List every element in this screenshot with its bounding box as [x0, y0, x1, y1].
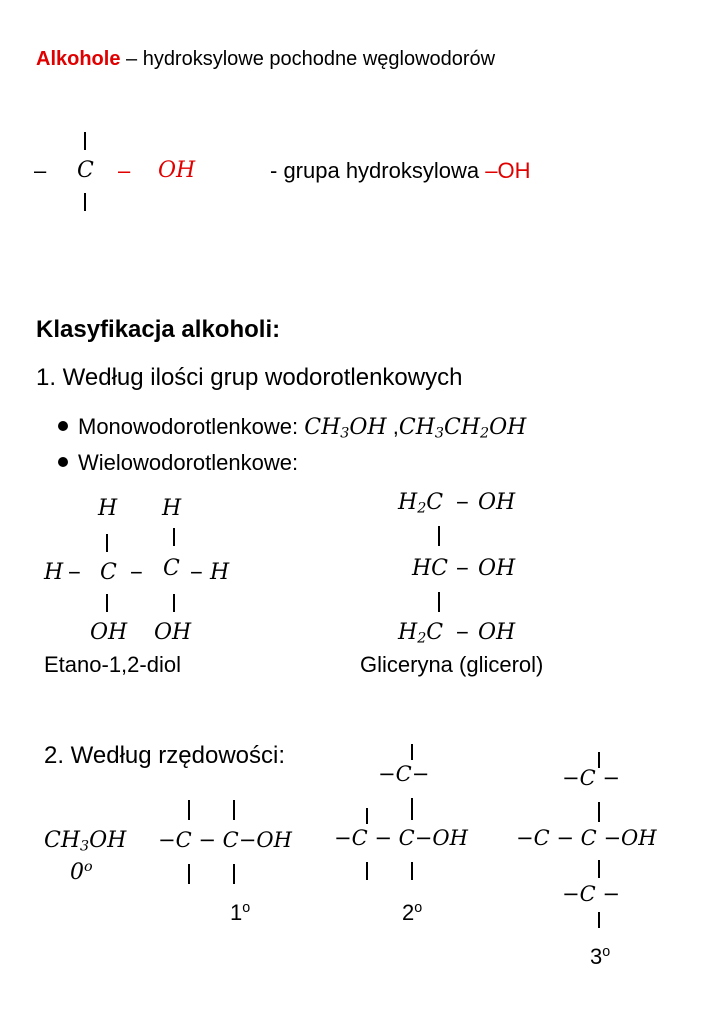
bond-minus: −	[456, 620, 469, 645]
formula-separator: ,	[386, 414, 399, 439]
group-h2c: $H_2C$	[398, 490, 444, 517]
carbon-symbol: C	[77, 158, 94, 183]
bond-vertical	[598, 912, 600, 928]
ethanol-formula: $CH_3CH_2OH$	[398, 415, 527, 442]
bullet-wielowodorotlenkowe	[58, 450, 298, 476]
bond-vertical	[438, 592, 440, 612]
bond-vertical	[188, 800, 190, 820]
chain-formula: −C − C −OH	[516, 826, 657, 850]
bond-minus: −	[456, 556, 469, 581]
atom-h: H	[210, 560, 230, 585]
top-carbon: −C−	[378, 762, 430, 786]
bond-vertical	[173, 594, 175, 612]
top-carbon: −C −	[562, 766, 620, 790]
bond-vertical	[173, 528, 175, 546]
methanol-formula: $CH_3OH$	[44, 828, 127, 855]
oh-symbol: OH	[158, 158, 196, 183]
atom-h: H	[162, 496, 182, 521]
bond-vertical	[233, 864, 235, 884]
bullet-monowodorotlenkowe	[58, 414, 526, 440]
bond-minus: −	[68, 560, 81, 585]
page-title	[36, 48, 495, 71]
bond-up	[84, 132, 86, 150]
bullet-dot	[58, 421, 68, 431]
group-oh: OH	[478, 490, 516, 515]
bond-minus: −	[456, 490, 469, 515]
bullet-label: Wielowodorotlenkowe:	[78, 450, 299, 475]
title-keyword: Alkohole	[36, 48, 121, 70]
bond-vertical	[411, 862, 413, 880]
bond-vertical	[106, 594, 108, 612]
group-oh: OH	[478, 556, 516, 581]
dash-left: –	[34, 158, 47, 183]
bond-vertical	[438, 526, 440, 546]
bond-vertical	[598, 860, 600, 878]
section-2-heading: 2. Według rzędowości:	[44, 742, 286, 769]
chain-formula: −C − C−OH	[158, 828, 292, 852]
atom-h: H	[44, 560, 64, 585]
section-1-heading: 1. Według ilości grup wodorotlenkowych	[36, 364, 463, 391]
bond-minus: −	[190, 560, 203, 585]
bond-vertical	[411, 744, 413, 760]
chain-formula: −C − C−OH	[334, 826, 468, 850]
atom-c: C	[100, 560, 117, 585]
dash-red: –	[118, 158, 131, 183]
bond-minus: −	[130, 560, 143, 585]
bottom-carbon: −C −	[562, 882, 620, 906]
order-label-secondary: 2$^o$	[402, 900, 423, 925]
bond-vertical	[233, 800, 235, 820]
atom-c: C	[163, 556, 180, 581]
group-oh: OH	[154, 620, 192, 645]
order-label-primary: 1$^o$	[230, 900, 251, 925]
bond-vertical	[188, 864, 190, 884]
glycerol-name: Gliceryna (glicerol)	[360, 652, 544, 677]
bond-vertical	[106, 534, 108, 552]
classification-heading: Klasyfikacja alkoholi:	[36, 316, 281, 343]
bond-vertical	[366, 862, 368, 880]
hydroxyl-description	[270, 158, 530, 184]
bond-down	[84, 193, 86, 211]
bond-vertical	[411, 798, 413, 820]
atom-h: H	[98, 496, 118, 521]
order-label-tertiary: 3$^o$	[590, 944, 611, 969]
ethanediol-name: Etano-1,2-diol	[44, 652, 181, 677]
bullet-dot	[58, 457, 68, 467]
hydroxyl-description-text: - grupa hydroksylowa	[270, 158, 486, 183]
bond-vertical	[366, 808, 368, 824]
hydroxyl-group-label: –OH	[485, 158, 531, 183]
group-h2c: $H_2C$	[398, 620, 444, 647]
order-zero-label: 0$^o$	[70, 859, 93, 885]
bullet-label: Monowodorotlenkowe:	[78, 414, 305, 439]
methanol-formula: $CH_3OH$	[304, 415, 387, 442]
bond-vertical	[598, 802, 600, 822]
group-oh: OH	[478, 620, 516, 645]
title-rest: – hydroksylowe pochodne węglowodorów	[120, 48, 496, 70]
group-hc: HC	[412, 556, 449, 581]
group-oh: OH	[90, 620, 128, 645]
